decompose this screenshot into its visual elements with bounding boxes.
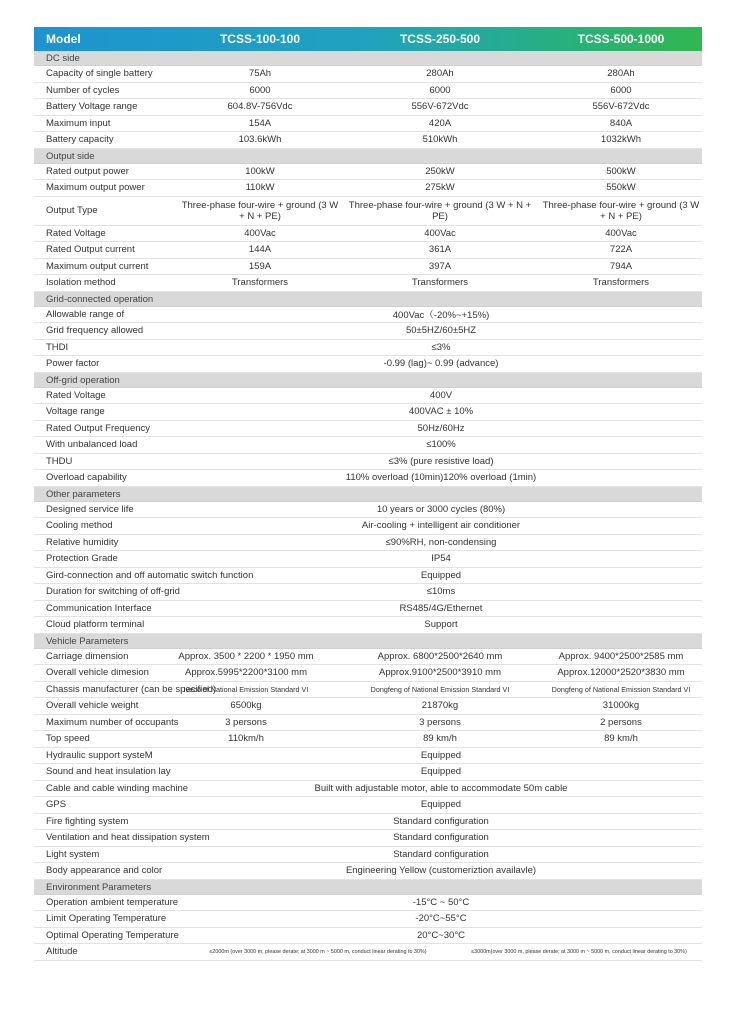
row-label: Light system (46, 848, 100, 860)
section-title: Off-grid operation (34, 373, 702, 388)
row-value-1: Approx.5995*2200*3100 mm (184, 667, 307, 679)
row-label: THDI (46, 341, 69, 353)
row-value-shared: -0.99 (lag)~ 0.99 (advance) (383, 358, 499, 370)
table-row (34, 649, 702, 666)
row-value-1: 144A (248, 244, 272, 256)
row-value-2: 420A (428, 117, 452, 129)
table-row (34, 180, 702, 197)
row-value-2: 6000 (429, 84, 451, 96)
row-value-shared: ≤90%RH, non-condensing (385, 536, 497, 548)
row-value-shared: Standard configuration (393, 848, 489, 860)
row-value-3: 556V-672Vdc (592, 101, 650, 113)
row-value-3: Dongfeng of National Emission Standard VI (551, 684, 691, 694)
row-label: Rated Voltage (46, 389, 106, 401)
row-label: Limit Operating Temperature (46, 913, 167, 925)
row-value-shared: -15°C ~ 50°C (412, 896, 470, 908)
section-title: Grid-connected operation (34, 292, 702, 307)
row-label: Capacity of single battery (46, 68, 153, 80)
table-row (34, 470, 702, 487)
table-row (34, 356, 702, 373)
row-value-1: 159A (248, 260, 272, 272)
row-label: Communication Interface (46, 602, 152, 614)
row-label: Duration for switching of off-grid (46, 586, 180, 598)
row-value-2: 361A (428, 244, 452, 256)
row-value-1: 604.8V-756Vdc (227, 101, 293, 113)
row-value-shared: Built with adjustable motor, able to accommodate 50m cable (314, 782, 568, 794)
row-value-shared: ≤10ms (426, 586, 456, 598)
row-label: Body appearance and color (46, 865, 163, 877)
row-label: Gird-connection and off automatic switch function (46, 569, 254, 581)
row-value-shared: RS485/4G/Ethernet (399, 602, 483, 614)
row-label: Fire fighting system (46, 815, 129, 827)
row-value-3: 722A (609, 244, 633, 256)
row-value-3: 89 km/h (604, 733, 638, 745)
row-label: Ventilation and heat dissipation system (46, 832, 210, 844)
row-value-shared: Equipped (420, 766, 462, 778)
row-label: Chassis manufacturer (can be specified) (46, 683, 217, 695)
table-row (34, 99, 702, 116)
table-row (34, 307, 702, 324)
table-row (34, 404, 702, 421)
row-label: Designed service life (46, 503, 134, 515)
table-row (34, 454, 702, 471)
table-row (34, 665, 702, 682)
table-row (34, 259, 702, 276)
row-value-3: 840A (609, 117, 633, 129)
row-value-shared: 400Vac（-20%~+15%) (392, 310, 490, 322)
row-value-2: 400Vac (424, 227, 456, 239)
table-row (34, 164, 702, 181)
table-row (34, 682, 702, 699)
table-row (34, 731, 702, 748)
section-title: Environment Parameters (34, 880, 702, 895)
row-label: Output Type (46, 205, 98, 216)
altitude-value-1: ≤2000m (over 3000 m, please derate; at 3000 m ~ 5000 m, conduct linear derating to 30%) (209, 948, 427, 955)
row-label: Top speed (46, 733, 90, 745)
row-value-2: Transformers (411, 277, 469, 289)
table-row (34, 814, 702, 831)
row-value-shared: Standard configuration (393, 832, 489, 844)
row-label: Voltage range (46, 406, 105, 418)
row-label: GPS (46, 799, 67, 811)
row-value-3: 2 persons (600, 716, 642, 728)
table-row (34, 340, 702, 357)
row-label: Isolation method (46, 277, 116, 289)
spec-table (34, 27, 702, 961)
header-col-2: TCSS-250-500 (399, 32, 481, 46)
row-value-1: 110kW (245, 182, 275, 194)
row-label: Battery capacity (46, 134, 114, 146)
table-row (34, 781, 702, 798)
row-value-1: Approx. 3500 * 2200 * 1950 mm (178, 650, 314, 662)
table-row (34, 421, 702, 438)
row-value-shared: 400V (429, 389, 453, 401)
row-label: Grid frequency allowed (46, 325, 144, 337)
table-row (34, 911, 702, 928)
row-label: Rated Output Frequency (46, 422, 151, 434)
table-row (34, 715, 702, 732)
row-label: Overall vehicle dimesion (46, 667, 149, 679)
table-row (34, 66, 702, 83)
row-value-shared: Air-cooling + intelligent air conditioner (361, 520, 521, 532)
row-label: Protection Grade (46, 553, 118, 565)
row-value-3: Three-phase four-wire + ground (3 W + N + PE) (542, 199, 700, 222)
row-label: Maximum input (46, 117, 111, 129)
table-row (34, 242, 702, 259)
row-value-1: 103.6kWh (238, 134, 282, 146)
row-label: Maximum output current (46, 260, 149, 272)
row-label: Altitude (46, 946, 78, 958)
row-value-1: 6500kg (230, 700, 262, 712)
table-body (34, 51, 702, 944)
row-value-shared: ≤3% (431, 341, 451, 353)
row-label: Sound and heat insulation lay (46, 766, 171, 778)
section-title: Output side (34, 149, 702, 164)
row-value-2: 89 km/h (423, 733, 457, 745)
row-label: Battery Voltage range (46, 101, 138, 113)
row-value-shared: 20°C~30°C (416, 929, 465, 941)
row-value-shared: ≤3% (pure resistive load) (388, 455, 494, 467)
row-value-1: 110km/h (228, 733, 264, 745)
row-value-3: 1032kWh (600, 134, 642, 146)
row-value-1: Three-phase four-wire + ground (3 W + N + PE) (181, 199, 339, 222)
row-label: Rated Voltage (46, 227, 106, 239)
table-row (34, 698, 702, 715)
row-label: Number of cycles (46, 84, 120, 96)
row-value-3: 6000 (610, 84, 632, 96)
row-value-shared: Support (424, 619, 458, 631)
table-row (34, 601, 702, 618)
section-title: DC side (34, 51, 702, 66)
row-value-shared: ≤100% (426, 439, 456, 451)
row-label: Power factor (46, 358, 100, 370)
row-value-shared: Equipped (420, 749, 462, 761)
row-value-2: 275kW (425, 182, 455, 194)
row-value-2: 3 persons (419, 716, 461, 728)
row-value-2: 510kWh (422, 134, 458, 146)
table-row (34, 502, 702, 519)
table-row (34, 584, 702, 601)
row-value-1: 100kW (245, 165, 275, 177)
header-col-1: TCSS-100-100 (219, 32, 301, 46)
altitude-value-2: ≤3000m(over 3000 m, please derate; at 3000 m ~ 5000 m, conduct linear derating to 30%) (471, 948, 687, 955)
table-row (34, 551, 702, 568)
table-row (34, 617, 702, 634)
row-label: Rated Output current (46, 244, 135, 256)
table-row (34, 928, 702, 945)
table-row (34, 764, 702, 781)
table-row (34, 895, 702, 912)
row-label: Allowable range of (46, 308, 125, 320)
row-value-shared: 10 years or 3000 cycles (80%) (376, 503, 506, 515)
row-value-2: Approx.9100*2500*3910 mm (378, 667, 501, 679)
table-row (34, 437, 702, 454)
row-label: THDU (46, 455, 73, 467)
row-value-3: 550kW (606, 182, 636, 194)
row-value-shared: 50Hz/60Hz (417, 422, 465, 434)
row-value-2: 556V-672Vdc (411, 101, 469, 113)
row-value-1: 3 persons (225, 716, 267, 728)
table-row (34, 863, 702, 880)
table-row (34, 847, 702, 864)
row-label: Hydraulic support systeM (46, 749, 153, 761)
row-label: Relative humidity (46, 536, 119, 548)
row-value-2: 397A (428, 260, 452, 272)
table-row (34, 518, 702, 535)
row-value-3: 794A (609, 260, 633, 272)
table-row (34, 323, 702, 340)
table-row (34, 83, 702, 100)
table-header (34, 27, 702, 51)
row-value-shared: Engineering Yellow (customeriztion availavle) (345, 865, 537, 877)
row-value-3: 280Ah (607, 68, 635, 80)
header-model: Model (46, 32, 81, 46)
row-value-3: Approx.12000*2520*3830 mm (557, 667, 685, 679)
table-row (34, 275, 702, 292)
row-value-1: Transformers (231, 277, 289, 289)
row-value-1: 75Ah (248, 68, 272, 80)
row-value-3: 500kW (606, 165, 636, 177)
table-row (34, 535, 702, 552)
row-label: Cloud platform terminal (46, 619, 145, 631)
row-value-2: 21870kg (421, 700, 459, 712)
header-col-3: TCSS-500-1000 (577, 32, 665, 46)
table-row (34, 748, 702, 765)
row-value-shared: Equipped (420, 799, 462, 811)
row-value-shared: -20°C~55°C (415, 913, 467, 925)
table-row (34, 132, 702, 149)
row-value-2: Dongfeng of National Emission Standard VI (370, 684, 510, 694)
table-row (34, 797, 702, 814)
row-label: Overall vehicle weight (46, 700, 139, 712)
section-title: Vehicle Parameters (34, 634, 702, 649)
row-label: Cooling method (46, 520, 113, 532)
table-row (34, 226, 702, 243)
section-title: Other parameters (34, 487, 702, 502)
row-label: Carriage dimension (46, 650, 129, 662)
row-value-1: 400Vac (244, 227, 276, 239)
row-value-1: Iveco of National Emission Standard VI (183, 684, 309, 694)
row-value-2: Approx. 6800*2500*2640 mm (377, 650, 503, 662)
row-value-shared: 110% overload (10min)120% overload (1min) (345, 472, 537, 484)
row-value-shared: Equipped (420, 569, 462, 581)
row-value-2: Three-phase four-wire + ground (3 W + N + PE) (348, 199, 532, 222)
row-label: Operation ambient temperature (46, 896, 179, 908)
row-label: Cable and cable winding machine (46, 782, 189, 794)
row-label: Maximum output power (46, 182, 145, 194)
row-label: Rated output power (46, 165, 129, 177)
row-value-3: Transformers (592, 277, 650, 289)
row-value-2: 250kW (425, 165, 455, 177)
row-value-shared: 50±5HZ/60±5HZ (405, 325, 477, 337)
row-label: Maximum number of occupants (46, 716, 179, 728)
table-row (34, 568, 702, 585)
row-label: Optimal Operating Temperature (46, 929, 179, 941)
row-value-3: 400Vac (605, 227, 637, 239)
table-row (34, 116, 702, 133)
table-row (34, 830, 702, 847)
row-value-1: 6000 (249, 84, 271, 96)
row-value-3: 31000kg (602, 700, 640, 712)
row-value-shared: IP54 (431, 553, 451, 565)
table-row-altitude (34, 944, 702, 961)
table-row (34, 197, 702, 226)
row-value-2: 280Ah (426, 68, 454, 80)
row-value-1: 154A (248, 117, 272, 129)
row-value-shared: 400VAC ± 10% (408, 406, 474, 418)
table-row (34, 388, 702, 405)
row-label: Overload capability (46, 472, 127, 484)
row-value-3: Approx. 9400*2500*2585 mm (558, 650, 684, 662)
row-value-shared: Standard configuration (393, 815, 489, 827)
row-label: With unbalanced load (46, 439, 138, 451)
